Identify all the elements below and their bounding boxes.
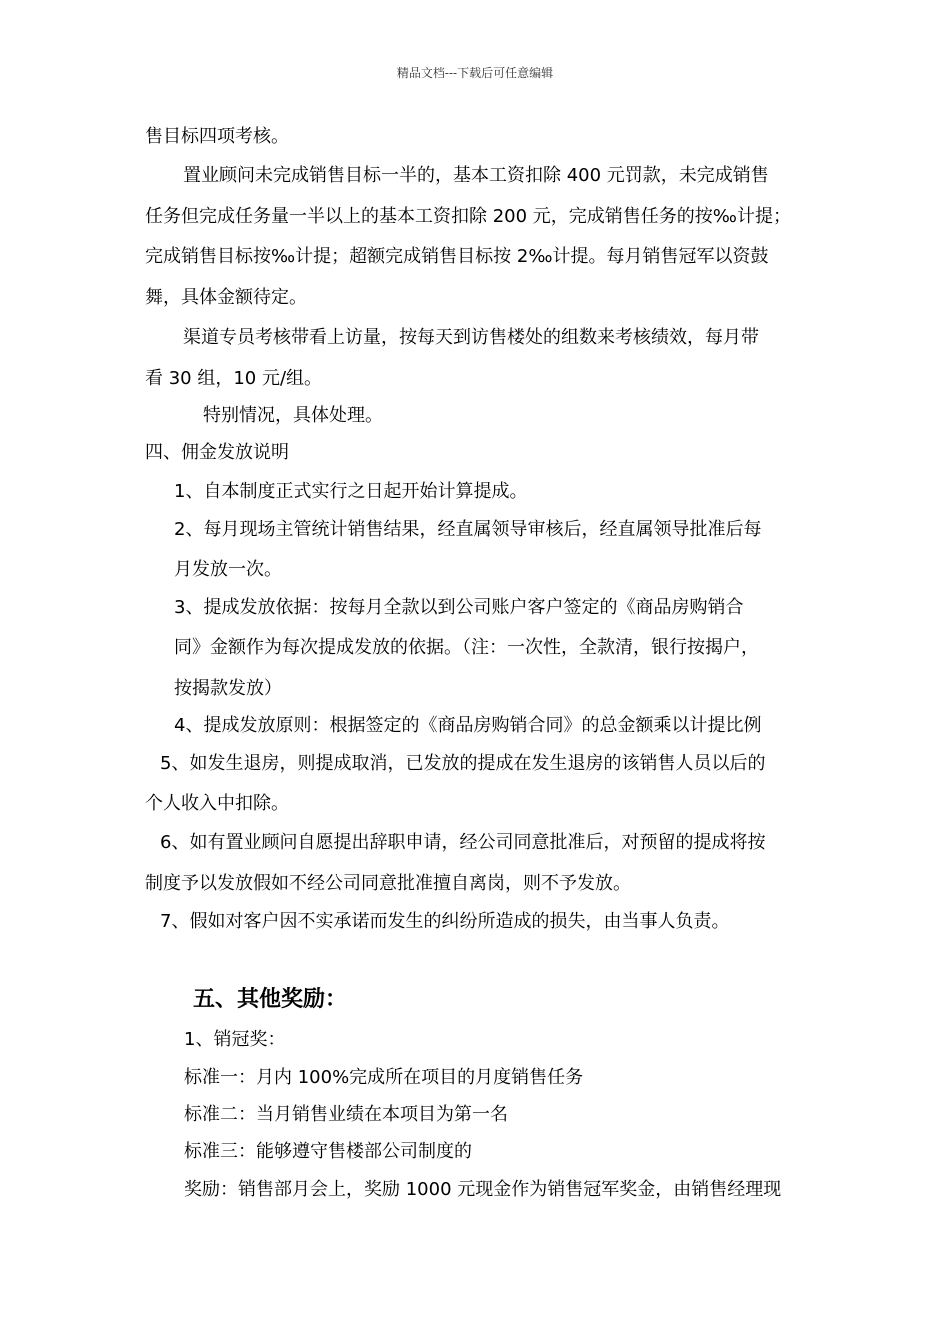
list-item: 5、如发生退房，则提成取消，已发放的提成在发生退房的该销售人员以后的: [160, 753, 766, 774]
paragraph-line: 看 30 组，10 元/组。: [145, 368, 323, 389]
paragraph-line: 完成销售目标按‰计提；超额完成销售目标按 2‰计提。每月销售冠军以资鼓: [145, 246, 769, 267]
list-item: 月发放一次。: [174, 559, 282, 580]
list-item: 按揭款发放）: [174, 678, 282, 699]
paragraph-line: 置业顾问未完成销售目标一半的，基本工资扣除 400 元罚款，未完成销售: [183, 165, 769, 186]
list-item: 制度予以发放假如不经公司同意批准擅自离岗，则不予发放。: [145, 873, 631, 894]
list-item: 6、如有置业顾问自愿提出辞职申请，经公司同意批准后，对预留的提成将按: [160, 832, 766, 853]
list-item: 4、提成发放原则：根据签定的《商品房购销合同》的总金额乘以计提比例: [174, 715, 762, 736]
section-5-title: 五、其他奖励：: [193, 987, 348, 1012]
list-item: 标准一：月内 100%完成所在项目的月度销售任务: [184, 1067, 584, 1088]
list-item: 同》金额作为每次提成发放的依据。（注：一次性，全款清，银行按揭户，: [174, 637, 759, 658]
list-item: 标准三：能够遵守售楼部公司制度的: [184, 1141, 472, 1162]
paragraph-line: 渠道专员考核带看上访量，按每天到访售楼处的组数来考核绩效，每月带: [183, 327, 759, 348]
list-item: 3、提成发放依据：按每月全款以到公司账户客户签定的《商品房购销合: [174, 597, 744, 618]
paragraph-line: 售目标四项考核。: [145, 126, 289, 147]
list-item: 个人收入中扣除。: [145, 793, 289, 814]
list-item: 1、自本制度正式实行之日起开始计算提成。: [174, 481, 528, 502]
paragraph-line: 舞，具体金额待定。: [145, 287, 307, 308]
list-item: 奖励：销售部月会上，奖励 1000 元现金作为销售冠军奖金，由销售经理现: [184, 1179, 782, 1200]
list-item: 标准二：当月销售业绩在本项目为第一名: [184, 1104, 508, 1125]
list-item: 7、假如对客户因不实承诺而发生的纠纷所造成的损失，由当事人负责。: [160, 911, 730, 932]
list-item: 2、每月现场主管统计销售结果，经直属领导审核后，经直属领导批准后每: [174, 519, 762, 540]
page-header: 精品文档---下载后可任意编辑: [396, 66, 554, 80]
list-item: 1、销冠奖：: [184, 1029, 286, 1050]
paragraph-line: 特别情况，具体处理。: [203, 405, 383, 426]
paragraph-line: 任务但完成任务量一半以上的基本工资扣除 200 元，完成销售任务的按‰计提；: [145, 206, 791, 227]
section-heading: 四、佣金发放说明: [145, 442, 289, 463]
